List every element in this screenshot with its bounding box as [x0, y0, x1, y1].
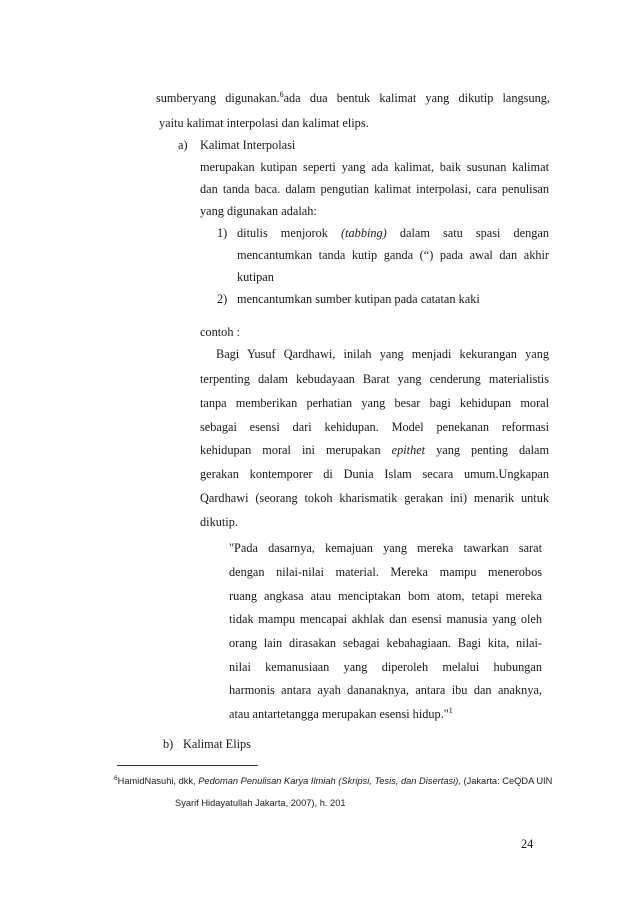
quote-line-5: orang lain dirasakan sebagai kebahagiaan. Bagi kita, nilai-	[229, 636, 542, 650]
example-line-6: gerakan kontemporer di Dunia Islam secara umum.Ungkapan	[200, 467, 549, 481]
example-line-8: dikutip.	[200, 515, 238, 529]
item1-line-3: kutipan	[237, 270, 274, 284]
example-line-7: Qardhawi (seorang tokoh kharismatik gerakan ini) menarik untuk	[200, 491, 549, 505]
item1-line-1: ditulis menjorok (tabbing) dalam satu spasi dengan	[237, 226, 549, 240]
heading-kalimat-interpolasi: Kalimat Interpolasi	[200, 138, 296, 152]
quote-line-7: harmonis antara ayah dananaknya, antara ibu dan anaknya,	[229, 683, 542, 697]
body-line-1: sumberyang digunakan.$^6$ada dua bentuk kalimat yang dikutip langsung,	[156, 90, 550, 105]
list-marker-a: a)	[178, 138, 188, 152]
footnote-marker: 6	[114, 775, 118, 782]
interpolasi-line-1: merupakan kutipan seperti yang ada kalimat, baik susunan kalimat	[200, 160, 549, 174]
example-line-5: kehidupan moral ini merupakan epithet yang penting dalam	[200, 443, 550, 457]
footnote-line-2: Syarif Hidayatullah Jakarta, 2007), h. 201	[175, 798, 346, 808]
interpolasi-line-3: yang digunakan adalah:	[200, 204, 317, 218]
list-marker-b: b)	[163, 737, 174, 751]
example-line-4: sebagai esensi dari kehidupan. Model penekanan reformasi	[200, 420, 549, 434]
body-line-2: yaitu kalimat interpolasi dan kalimat elips.	[159, 116, 369, 130]
heading-kalimat-elips: Kalimat Elips	[183, 737, 251, 751]
quote-line-6: nilai kemanusiaan yang diperoleh melalui hubungan	[229, 660, 542, 674]
quote-line-4: tidak mampu mencapai akhlak dan esensi manusia yang oleh	[229, 612, 542, 626]
quote-line-8: atau antartetangga merupakan esensi hidup."$^1$	[229, 706, 453, 721]
footnote-ref: 1	[448, 706, 453, 715]
quote-line-2: dengan nilai-nilai material. Mereka mampu menerobos	[229, 565, 542, 579]
list-marker-2: 2)	[217, 292, 228, 306]
interpolasi-line-2: dan tanda baca. dalam pengutian kalimat interpolasi, cara penulisan	[200, 182, 549, 196]
item1-line-2: mencantumkan tanda kutip ganda (“) pada awal dan akhir	[237, 248, 549, 262]
page-number: 24	[521, 837, 534, 851]
example-line-3: tanpa memberikan perhatian yang besar bagi kehidupan moral	[200, 396, 549, 410]
contoh-label: contoh :	[200, 325, 240, 339]
footnote-divider	[117, 765, 258, 766]
example-line-1: Bagi Yusuf Qardhawi, inilah yang menjadi kekurangan yang	[216, 347, 549, 361]
footnote-line-1: $^6$HamidNasuhi, dkk, Pedoman Penulisan Karya Ilmiah (Skripsi, Tesis, dan Disertasi), (Jakarta: CeQDA UIN	[114, 775, 553, 786]
quote-line-1: "Pada dasarnya, kemajuan yang mereka tawarkan sarat	[229, 541, 542, 555]
quote-line-3: ruang angkasa atau menciptakan bom atom, tetapi mereka	[229, 589, 542, 603]
item2-line-1: mencantumkan sumber kutipan pada catatan kaki	[237, 292, 480, 306]
footnote-ref: 6	[279, 90, 284, 99]
example-line-2: terpenting dalam kebudayaan Barat yang cenderung materialistis	[200, 372, 549, 386]
list-marker-1: 1)	[217, 226, 228, 240]
